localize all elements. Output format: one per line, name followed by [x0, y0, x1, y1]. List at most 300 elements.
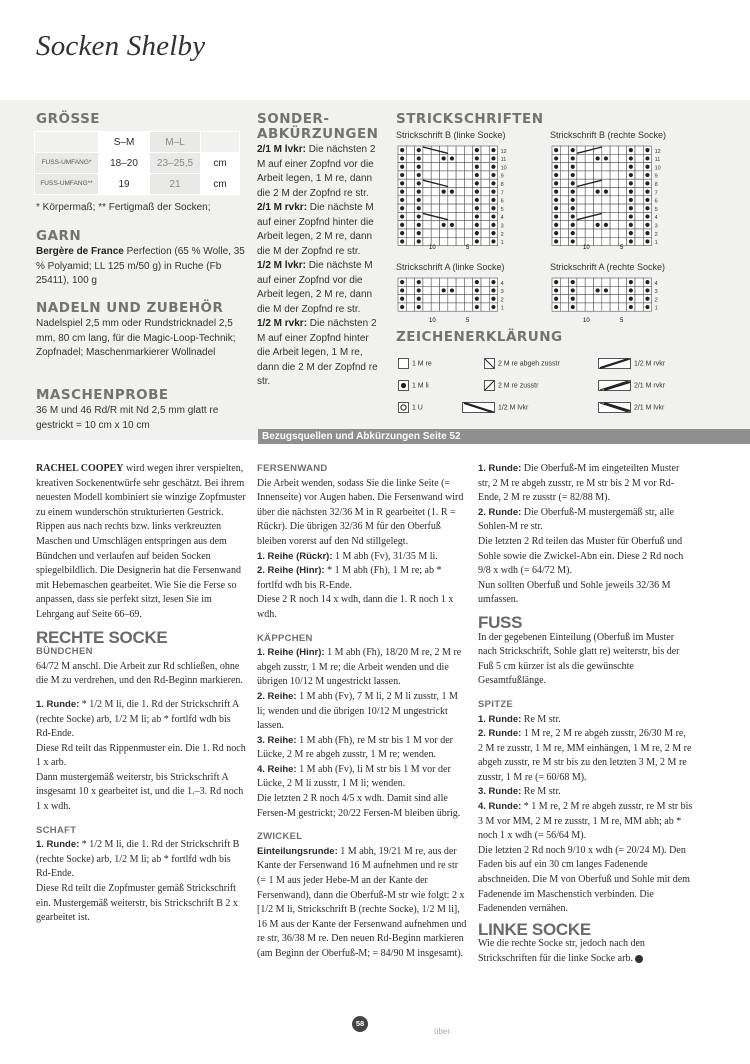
chart-cell [456, 196, 464, 204]
purl-dot [571, 156, 575, 160]
purl-dot [554, 214, 558, 218]
chart-cell [481, 171, 489, 179]
chart-cell [423, 303, 431, 311]
chart-cell [448, 163, 456, 171]
chart-row-label: 12 [654, 148, 661, 155]
chart-cell [448, 179, 456, 187]
chart-cell [431, 278, 439, 286]
purl-dot [442, 288, 446, 292]
gusset-setup [257, 845, 467, 962]
purl-dot [571, 297, 575, 301]
round-text: * 1 M re, 2 M re abgeh zusstr, re M str bis 3 M vor MM, 2 M re zusstr, 1 M re, MM abh; ab * noch 1 x wdh (= 56/64 M). [478, 801, 693, 842]
purl-dot [554, 231, 558, 235]
chart-cell [464, 171, 472, 179]
chart-cell [440, 196, 448, 204]
purl-dot [491, 156, 495, 160]
legend-label: 2/1 M rvkr [633, 382, 666, 390]
size-table-empty [201, 132, 240, 153]
abbr-term: 1/2 M rvkr: [257, 318, 308, 329]
toe-round-3 [478, 785, 693, 800]
purl-dot [417, 148, 421, 152]
chart-cell [423, 278, 431, 286]
purl-dot [554, 305, 558, 309]
size-table-corner [35, 132, 99, 153]
purl-dot [554, 297, 558, 301]
heel-cap-row-1 [257, 646, 467, 690]
yarn-over-symbol-icon [398, 402, 410, 413]
chart-row-label: 5 [654, 206, 658, 213]
chart-cell [431, 303, 439, 311]
chart-cell [423, 221, 431, 229]
chart-cell [635, 303, 643, 311]
chart-cell [577, 196, 585, 204]
heel-cap-heading: KÄPPCHEN [257, 632, 313, 644]
chart-cell [456, 146, 464, 154]
chart-cell [577, 163, 585, 171]
chart-cell [423, 154, 431, 162]
purl-dot [450, 190, 454, 194]
purl-dot [475, 305, 479, 309]
purl-dot [554, 165, 558, 169]
chart-cell [560, 229, 568, 237]
purl-dot [629, 165, 633, 169]
purl-dot [629, 280, 633, 284]
chart-cell [610, 154, 618, 162]
purl-dot [554, 223, 558, 227]
chart-cell [560, 179, 568, 187]
legend-item [598, 402, 664, 413]
heel-cap-p1: Die letzten 2 R noch 4/5 x wdh. Damit sind alle Fersen-M gestrickt; 20/22 Fersen-M bleiben übrig. [257, 793, 461, 819]
size-row-label: FUSS-UMFANG** [35, 174, 99, 195]
purl-dot [554, 288, 558, 292]
chart-cell [456, 295, 464, 303]
purl-dot [400, 148, 404, 152]
needles-heading: NADELN UND ZUBEHÖR [36, 300, 224, 316]
purl-dot [475, 239, 479, 243]
chart-row-label: 8 [500, 182, 504, 188]
size-heading: GRÖSSE [36, 111, 101, 127]
heel-cap-row-4 [257, 763, 467, 792]
size-note: * Körpermaß; ** Fertigmaß der Socken; [36, 202, 211, 213]
chart-row-label: 3 [654, 223, 658, 230]
chart-cell [635, 237, 643, 245]
chart-cell [406, 154, 414, 162]
chart-cell [594, 229, 602, 237]
leg-heading: SCHAFT [36, 824, 77, 836]
purl-dot [571, 148, 575, 152]
chart-cell [464, 196, 472, 204]
purl-dot [629, 181, 633, 185]
right-cross-2-1-symbol-icon [598, 380, 632, 391]
purl-dot [417, 223, 421, 227]
purl-dot [596, 288, 600, 292]
chart-cell [406, 196, 414, 204]
purl-dot [400, 231, 404, 235]
abbr-heading-1: SONDER- [257, 111, 330, 127]
chart-cell [602, 146, 610, 154]
chart-cell [602, 229, 610, 237]
purl-dot [571, 214, 575, 218]
chart-cell [602, 278, 610, 286]
chart-cell [406, 278, 414, 286]
row-label: 2. Reihe: [257, 690, 297, 702]
round-label: 1. Runde: [36, 698, 80, 710]
purl-dot [645, 181, 649, 185]
chart-cell [431, 295, 439, 303]
chart-cell [577, 221, 585, 229]
chart-cell [456, 221, 464, 229]
purl-dot [417, 190, 421, 194]
ssk-symbol-icon [484, 358, 496, 369]
size-table [34, 131, 240, 195]
size-cell: 18–20 [99, 153, 150, 174]
chart-cell [635, 163, 643, 171]
round-text: * 1/2 M li, die 1. Rd der Strickschrift B (rechte Socke) arb, 1/2 M li; ab * fortlfd wdh bis Rd-Ende. [36, 839, 240, 880]
chart-cell [406, 237, 414, 245]
chart-row-label: 3 [500, 223, 504, 230]
legend-item [398, 358, 432, 369]
chart-cell [456, 179, 464, 187]
purl-dot [604, 156, 608, 160]
abbr-item [257, 201, 382, 259]
purl-dot [491, 288, 495, 292]
purl-dot [645, 206, 649, 210]
purl-dot [417, 165, 421, 169]
chart-cell [481, 188, 489, 196]
chart-cell [635, 196, 643, 204]
chart-cell [635, 229, 643, 237]
purl-dot [571, 206, 575, 210]
chart-cell [560, 196, 568, 204]
chart-cell [594, 171, 602, 179]
purl-dot [417, 231, 421, 235]
purl-dot [629, 190, 633, 194]
chart-cell [456, 212, 464, 220]
purl-dot [400, 288, 404, 292]
chart-cell [610, 171, 618, 179]
heel-flap-heading: FERSENWAND [257, 463, 328, 474]
purl-dot [629, 239, 633, 243]
round-label: 1. Runde: [478, 713, 522, 725]
size-cell: 23–25,5 [150, 153, 201, 174]
chart-cell [560, 204, 568, 212]
toe-round-1 [478, 713, 693, 728]
purl-dot [417, 214, 421, 218]
legend-label: 2 M re abgeh zusstr [497, 360, 560, 368]
chart-cell [448, 229, 456, 237]
chart-cell [481, 212, 489, 220]
round-label: 4. Runde: [478, 801, 522, 813]
chart-cell [464, 179, 472, 187]
chart-cell [481, 196, 489, 204]
column-2 [257, 462, 467, 962]
chart-cell [456, 163, 464, 171]
chart-cell [602, 163, 610, 171]
chart-cell [431, 196, 439, 204]
chart-cell [610, 196, 618, 204]
chart-row-label: 4 [654, 280, 658, 287]
purl-dot [400, 280, 404, 284]
chart-cell [618, 286, 626, 294]
chart-cell [585, 204, 593, 212]
chart-row-label: 3 [654, 289, 658, 296]
chart-cell [577, 204, 585, 212]
round-label: 1. Runde: [36, 839, 80, 851]
sources-band: Bezugsquellen und Abkürzungen Seite 52 [258, 429, 750, 444]
chart-cell [406, 146, 414, 154]
chart-cell [610, 163, 618, 171]
chart-cell [560, 188, 568, 196]
purl-dot [400, 181, 404, 185]
left-sock-body: Wie die rechte Socke str, jedoch nach den Strickschriften für die linke Socke arb. [478, 938, 645, 964]
chart-cell [585, 286, 593, 294]
chart-cell [577, 171, 585, 179]
foot-text: In der gegebenen Einteilung (Oberfuß im Muster nach Strickschrift, Sohle glatt re) weiterstr, bis der Fuß 5 cm kürzer ist als die gewünschte Gesamtfußlänge. [478, 631, 680, 687]
chart-cell [610, 188, 618, 196]
chart-cell [431, 188, 439, 196]
chart-cell [481, 179, 489, 187]
purl-dot [442, 223, 446, 227]
chart-cell [431, 163, 439, 171]
chart-cell [635, 295, 643, 303]
chart-b-left-title: Strickschrift B (linke Socke) [396, 130, 506, 140]
cuff-p3: Dann mustergemäß weiterstr, bis Strickschrift A insgesamt 10 x gearbeitet ist, und die 1.–3. Rd noch 1 x wdh. [36, 771, 244, 813]
purl-dot [571, 305, 575, 309]
left-sock-text [478, 937, 693, 966]
chart-a-left [396, 276, 518, 324]
toe-heading: SPITZE [478, 698, 514, 710]
purl-dot [645, 288, 649, 292]
chart-cell [481, 221, 489, 229]
chart-cell [577, 188, 585, 196]
chart-cell [423, 295, 431, 303]
chart-cell [456, 237, 464, 245]
chart-cell [577, 154, 585, 162]
chart-cell [585, 295, 593, 303]
purl-dot [417, 239, 421, 243]
end-mark-icon [635, 955, 643, 963]
chart-cell [610, 278, 618, 286]
chart-cell [610, 204, 618, 212]
chart-cell [594, 204, 602, 212]
toe-round-4 [478, 800, 693, 844]
chart-cell [560, 212, 568, 220]
purl-dot [604, 288, 608, 292]
size-header-ml: M–L [150, 132, 201, 153]
chart-row-label: 6 [654, 198, 658, 205]
purl-dot [442, 156, 446, 160]
chart-row-label: 4 [654, 215, 658, 222]
chart-cell [585, 188, 593, 196]
heel-cap-row-2 [257, 690, 467, 734]
chart-cell [585, 278, 593, 286]
chart-cell [594, 295, 602, 303]
chart-cell [635, 179, 643, 187]
chart-row-label: 2 [500, 231, 504, 238]
chart-cell [464, 278, 472, 286]
purl-dot [475, 190, 479, 194]
chart-cell [448, 146, 456, 154]
legend-item [484, 358, 560, 369]
chart-cell [585, 221, 593, 229]
gusset-round-2 [478, 506, 693, 535]
right-cross-symbol-icon [598, 358, 632, 369]
yarn-brand: Bergère de France [36, 246, 124, 257]
purl-dot [417, 305, 421, 309]
purl-dot [400, 156, 404, 160]
purl-dot [491, 231, 495, 235]
chart-cell [594, 237, 602, 245]
chart-cell [585, 171, 593, 179]
chart-cell [602, 179, 610, 187]
chart-cell [602, 212, 610, 220]
chart-cell [635, 278, 643, 286]
left-sock-heading: LINKE SOCKE [478, 919, 591, 939]
cuff-p2: Diese Rd teilt das Rippenmuster ein. Die 1. Rd noch 1 x arb. [36, 742, 246, 769]
chart-cell [618, 154, 626, 162]
round-text: Re M str. [521, 713, 561, 725]
abbr-heading-2: ABKÜRZUNGEN [257, 126, 379, 142]
abbr-item [257, 259, 382, 317]
gauge-heading: MASCHENPROBE [36, 387, 169, 403]
legend-label: 2 M re zusstr [497, 382, 539, 390]
chart-cell [440, 204, 448, 212]
chart-cell [481, 146, 489, 154]
purl-dot [475, 198, 479, 202]
legend-heading: ZEICHENERKLÄRUNG [396, 329, 563, 345]
purl-dot [645, 173, 649, 177]
gauge-text: 36 M und 46 Rd/R mit Nd 2,5 mm glatt re gestrickt = 10 cm x 10 cm [36, 405, 219, 431]
chart-row-label: 2 [654, 297, 658, 304]
chart-cell [618, 229, 626, 237]
chart-cell [464, 188, 472, 196]
chart-col-label: 10 [583, 245, 590, 251]
purl-dot [450, 156, 454, 160]
size-cell: 21 [150, 174, 201, 195]
legend-label: 1/2 M rvkr [633, 360, 666, 368]
chart-cell [448, 171, 456, 179]
purl-dot [645, 156, 649, 160]
chart-row-label: 11 [500, 157, 507, 164]
chart-cell [610, 237, 618, 245]
chart-cell [431, 171, 439, 179]
purl-dot [571, 165, 575, 169]
chart-b-right-title: Strickschrift B (rechte Socke) [550, 130, 667, 140]
row-text: 1 M abh (Fv), 7 M li, 2 M li zusstr, 1 M li; wenden und die übrigen 10/12 M ungestrickt lassen. [257, 690, 458, 732]
k2tog-symbol-icon [484, 380, 496, 391]
chart-a-right [550, 276, 672, 324]
page-number: 58 [352, 1016, 368, 1032]
chart-cell [618, 295, 626, 303]
legend-label: 2/1 M lvkr [633, 404, 665, 412]
heel-flap-row-1 [257, 550, 467, 565]
row-label: 1. Reihe (Rückr): [257, 550, 333, 562]
purl-dot [417, 198, 421, 202]
purl-dot [629, 198, 633, 202]
chart-cell [618, 196, 626, 204]
legend-label: 1 M re [411, 360, 432, 368]
left-cross-symbol-icon [462, 402, 496, 413]
chart-cell [406, 204, 414, 212]
chart-cell [602, 196, 610, 204]
chart-col-label: 5 [620, 245, 624, 251]
chart-cell [577, 278, 585, 286]
purl-dot [475, 288, 479, 292]
legend-item [398, 402, 423, 413]
chart-cell [577, 303, 585, 311]
chart-cell [406, 212, 414, 220]
chart-cell [406, 179, 414, 187]
chart-cell [423, 204, 431, 212]
chart-cell [635, 171, 643, 179]
purl-dot [554, 173, 558, 177]
chart-cell [618, 204, 626, 212]
chart-cell [464, 295, 472, 303]
purl-dot [475, 173, 479, 177]
purl-dot [417, 156, 421, 160]
round-text: Die Oberfuß-M mustergemäß str, alle Sohlen-M re str. [478, 506, 674, 533]
purl-dot [400, 206, 404, 210]
chart-row-label: 4 [500, 280, 504, 287]
chart-row-label: 7 [654, 190, 658, 197]
purl-dot [554, 206, 558, 210]
yarn-text [36, 245, 246, 289]
purl-dot [491, 297, 495, 301]
chart-cell [481, 204, 489, 212]
chart-row-label: 9 [500, 173, 504, 180]
purl-dot [645, 148, 649, 152]
yarn-heading: GARN [36, 228, 82, 244]
chart-cell [618, 163, 626, 171]
intro-text: wird wegen ihrer verspielten, kreativen Sockenentwürfe sehr geschätzt. Bei ihrem neuesten Modell kombiniert sie winzige Zopfmuster zu einem wunderschön strukturierten Gestrick. Rippen aus nach rechts bzw. links verkreuzten Maschen und Umschlägen entspringen aus dem Bündchen und verlaufen auf beiden Socken spiegelbildlich. Die Designerin hat die Fersenwand mit Hebemaschen gearbeitet. Wie Sie die Ferse so anpassen, dass sie perfekt sitzt, lesen Sie im Lehrgang auf Seite 66–69. [36, 463, 246, 620]
round-label: 1. Runde: [478, 463, 522, 474]
chart-cell [481, 303, 489, 311]
purl-dot [629, 206, 633, 210]
round-text: 1 M abh, 19/21 M re, aus der Kante der Fersenwand 16 M aufnehmen und re str (= 1 M aus jeder Hebe-M an der Kante der Fersenwand), dann die Oberfuß-M str wie folgt: 2 x [1/2 M li, Strickschrift B (rechte Socke), 1/2 M li], 16 M aus der Kante der Fersenwand aufnehmen und re str, 36/38 M re. Den neuen Rd-Beginn markieren (am Beginn der Oberfuß-M; = 84/90 M insgesamt). [257, 845, 467, 959]
chart-cell [635, 221, 643, 229]
purl-dot [554, 280, 558, 284]
purl-dot [571, 181, 575, 185]
chart-cell [610, 212, 618, 220]
row-text: * 1 M abh (Fh), 1 M re; ab * fortlfd wdh bis R-Ende. [257, 565, 442, 591]
row-label: 3. Reihe: [257, 734, 297, 746]
right-sock-heading: RECHTE SOCKE [36, 627, 168, 647]
round-label: Einteilungsrunde: [257, 845, 338, 857]
round-text: 1 M re, 2 M re abgeh zusstr, 26/30 M re, 2 M re zusstr, 1 M re, MM einhängen, 1 M re, 2 M re abgeh zusstr, re M str bis zu den letzten 3 M, 2 M re zusstr, 1 M re (= 60/68 M). [478, 728, 692, 783]
chart-cell [464, 303, 472, 311]
chart-cell [618, 179, 626, 187]
chart-cell [618, 212, 626, 220]
purl-dot [475, 181, 479, 185]
legend-item [598, 358, 665, 369]
purl-dot [604, 223, 608, 227]
purl-dot [596, 156, 600, 160]
chart-cell [610, 179, 618, 187]
row-label: 2. Reihe (Hinr): [257, 565, 325, 577]
chart-row-label: 10 [500, 165, 507, 172]
chart-cell [448, 212, 456, 220]
purl-dot [554, 239, 558, 243]
purl-dot [491, 190, 495, 194]
chart-cell [456, 278, 464, 286]
chart-cell [602, 303, 610, 311]
purl-dot [645, 239, 649, 243]
chart-row-label: 9 [654, 173, 658, 180]
chart-cell [448, 237, 456, 245]
abbr-text: Die nächsten 2 M auf einer Zopfnd vor die Arbeit legen, 1 M re, dann die 2 M der Zopfnd re str. [257, 144, 376, 199]
purl-dot [491, 239, 495, 243]
chart-cell [423, 188, 431, 196]
